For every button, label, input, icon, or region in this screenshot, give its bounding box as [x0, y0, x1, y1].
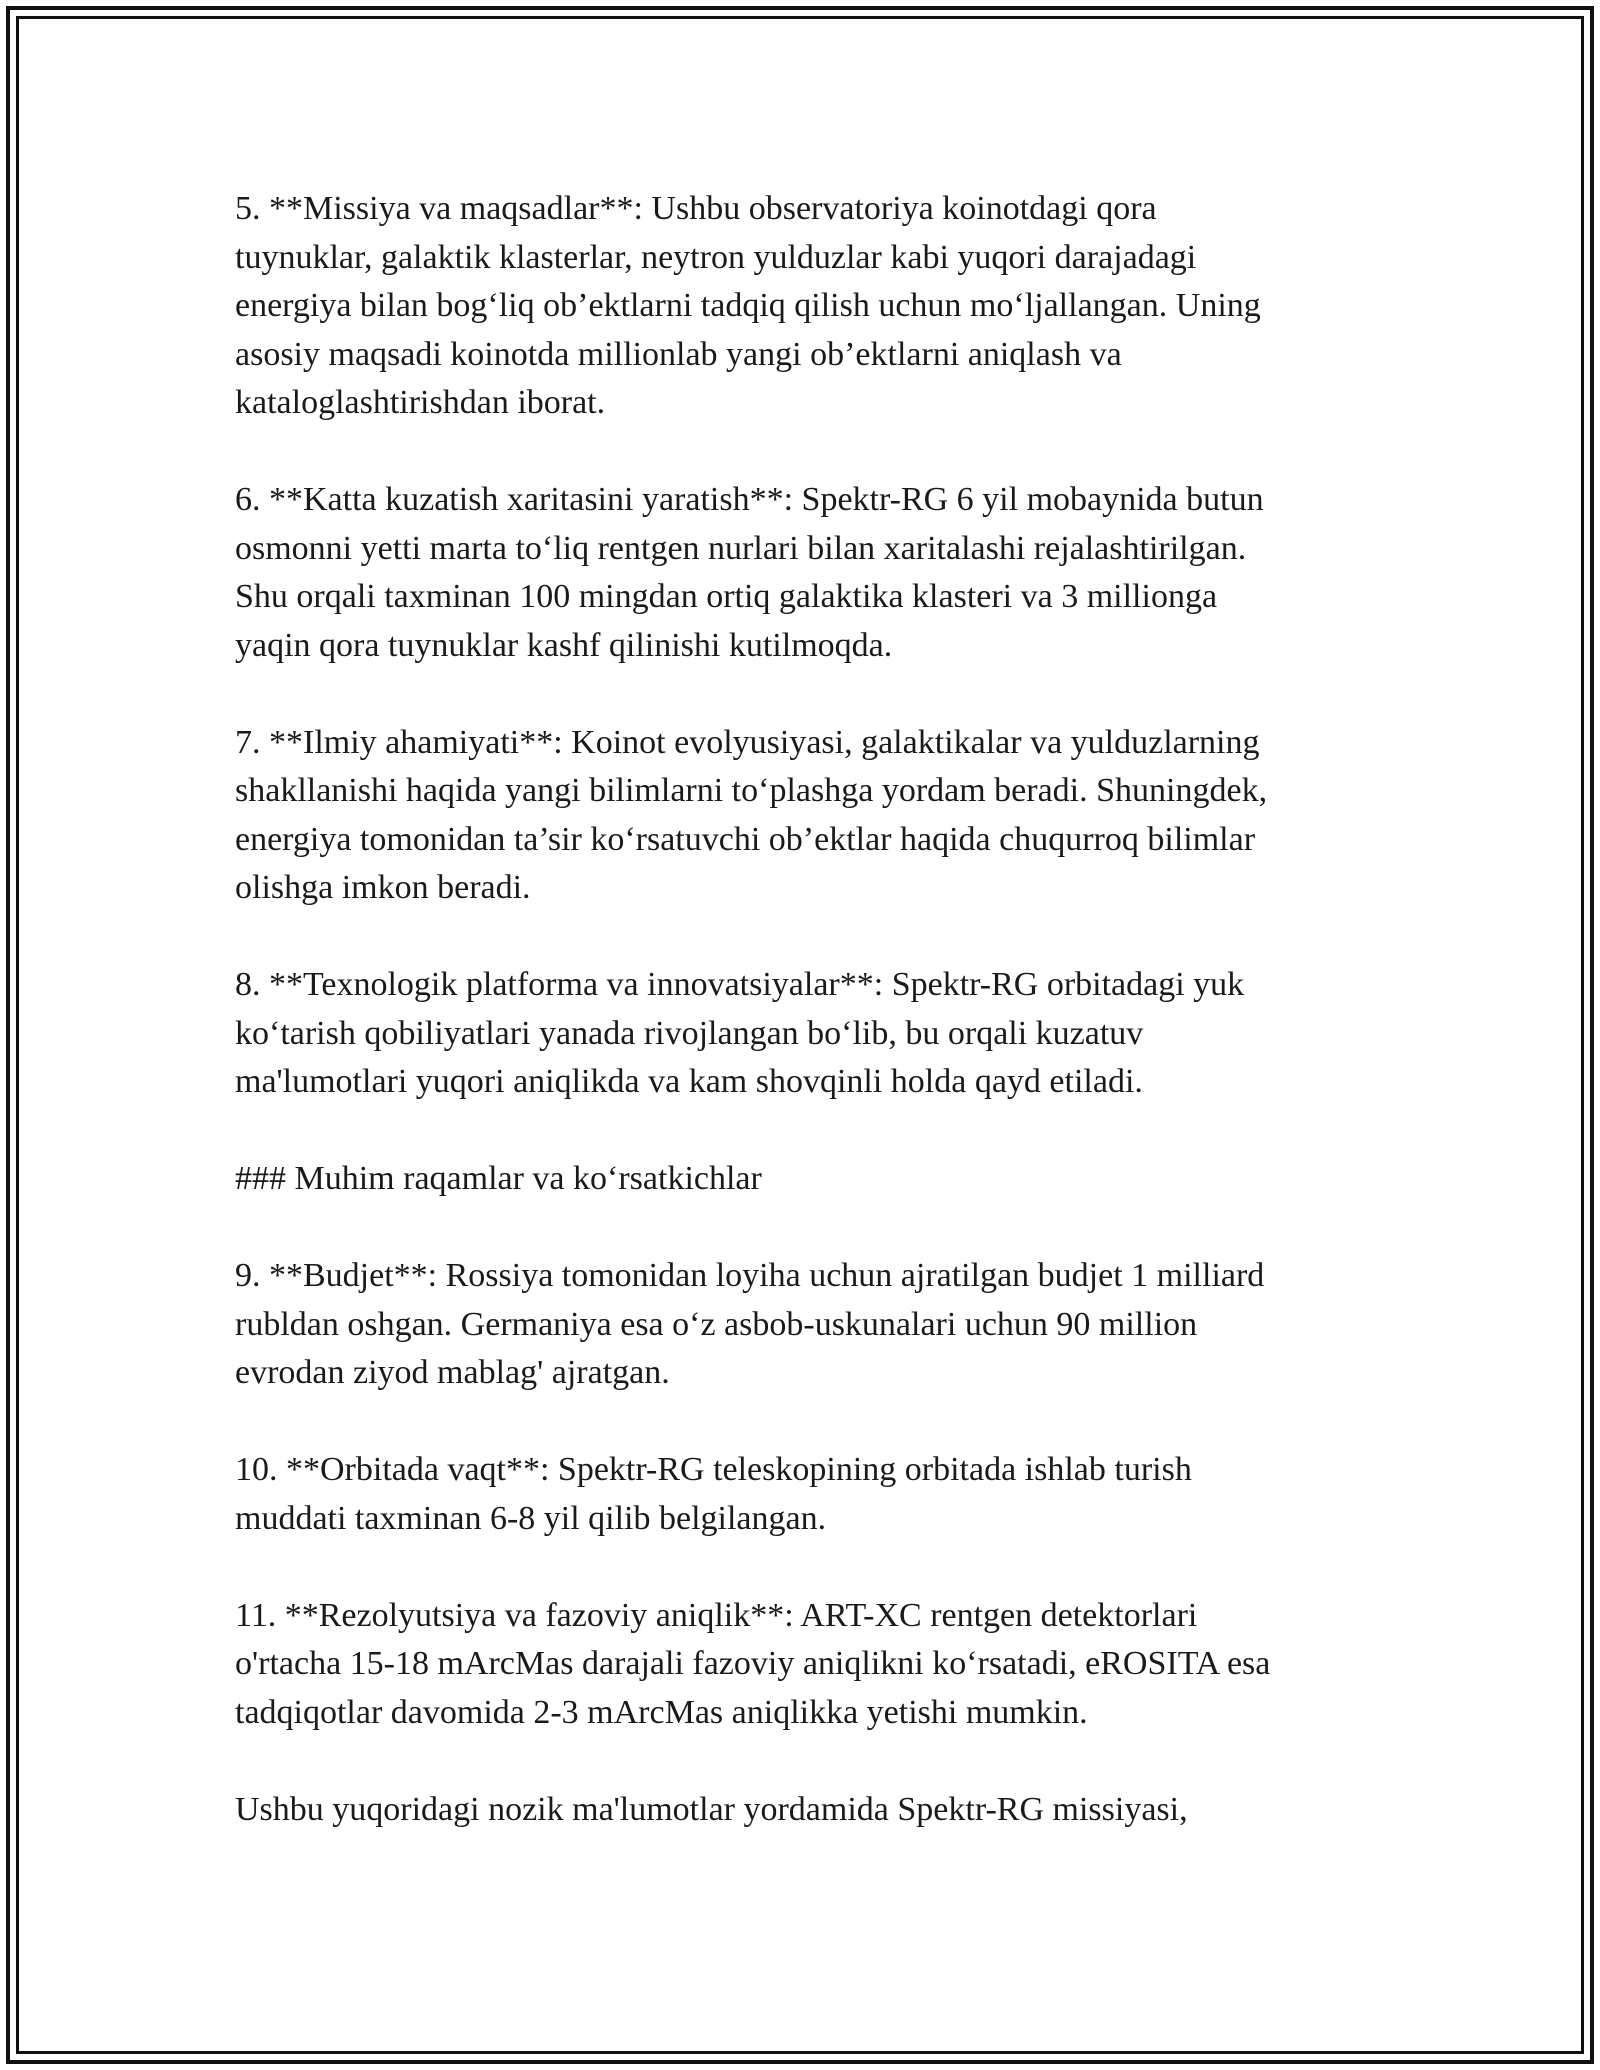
- paragraph-item-11: [235, 1592, 1365, 1738]
- text-line: rubldan oshgan. Germaniya esa o‘z asbob-uskunalari uchun 90 million: [235, 1305, 1198, 1343]
- text-line: olishga imkon beradi.: [235, 869, 531, 906]
- text-line: tuynuklar, galaktik klasterlar, neytron yulduzlar kabi yuqori darajadagi: [235, 238, 1197, 276]
- text-line: 7. **Ilmiy ahamiyati**: Koinot evolyusiyasi, galaktikalar va yulduzlarning: [235, 723, 1260, 761]
- text-line: ### Muhim raqamlar va ko‘rsatkichlar: [235, 1160, 762, 1197]
- paragraph-item-10: [235, 1446, 1365, 1543]
- text-line: osmonni yetti marta to‘liq rentgen nurlari bilan xaritalashi rejalashtirilgan.: [235, 529, 1247, 567]
- text-line: Ushbu yuqoridagi nozik ma'lumotlar yordamida Spektr-RG missiyasi,: [235, 1790, 1188, 1828]
- text-line: ma'lumotlari yuqori aniqlikda va kam shovqinli holda qayd etiladi.: [235, 1063, 1143, 1100]
- text-line: o'rtacha 15-18 mArcMas darajali fazoviy aniqlikni ko‘rsatadi, eROSITA esa: [235, 1645, 1271, 1682]
- text-line: 10. **Orbitada vaqt**: Spektr-RG teleskopining orbitada ishlab turish: [235, 1451, 1192, 1488]
- text-line: energiya bilan bog‘liq ob’ektlarni tadqiq qilish uchun mo‘ljallangan. Uning: [235, 287, 1261, 324]
- text-line: ko‘tarish qobiliyatlari yanada rivojlangan bo‘lib, bu orqali kuzatuv: [235, 1014, 1144, 1052]
- paragraph-item-8: [235, 961, 1365, 1107]
- text-line: yaqin qora tuynuklar kashf qilinishi kutilmoqda.: [235, 626, 893, 664]
- text-line: kataloglashtirishdan iborat.: [235, 384, 606, 421]
- text-line: 9. **Budjet**: Rossiya tomonidan loyiha uchun ajratilgan budjet 1 milliard: [235, 1257, 1265, 1294]
- section-heading: [235, 1155, 1365, 1204]
- text-line: asosiy maqsadi koinotda millionlab yangi ob’ektlarni aniqlash va: [235, 335, 1122, 373]
- text-line: energiya tomonidan ta’sir ko‘rsatuvchi ob’ektlar haqida chuqurroq bilimlar: [235, 820, 1256, 858]
- text-line: 5. **Missiya va maqsadlar**: Ushbu observatoriya koinotdagi qora: [235, 190, 1157, 227]
- text-line: evrodan ziyod mablag' ajratgan.: [235, 1354, 670, 1391]
- text-line: Shu orqali taxminan 100 mingdan ortiq galaktika klasteri va 3 millionga: [235, 578, 1218, 615]
- paragraph-closing: [235, 1786, 1365, 1835]
- text-line: 6. **Katta kuzatish xaritasini yaratish**: Spektr-RG 6 yil mobaynida butun: [235, 481, 1264, 518]
- paragraph-item-6: [235, 476, 1365, 670]
- paragraph-item-5: [235, 185, 1365, 428]
- paragraph-item-7: [235, 719, 1365, 913]
- text-line: shakllanishi haqida yangi bilimlarni to‘plashga yordam beradi. Shuningdek,: [235, 772, 1268, 809]
- text-line: 11. **Rezolyutsiya va fazoviy aniqlik**: ART-XC rentgen detektorlari: [235, 1596, 1198, 1634]
- document-body: [235, 185, 1365, 1883]
- paragraph-item-9: [235, 1252, 1365, 1398]
- text-line: 8. **Texnologik platforma va innovatsiyalar**: Spektr-RG orbitadagi yuk: [235, 966, 1245, 1003]
- text-line: muddati taxminan 6-8 yil qilib belgilangan.: [235, 1499, 827, 1537]
- text-line: tadqiqotlar davomida 2-3 mArcMas aniqlikka yetishi mumkin.: [235, 1693, 1088, 1731]
